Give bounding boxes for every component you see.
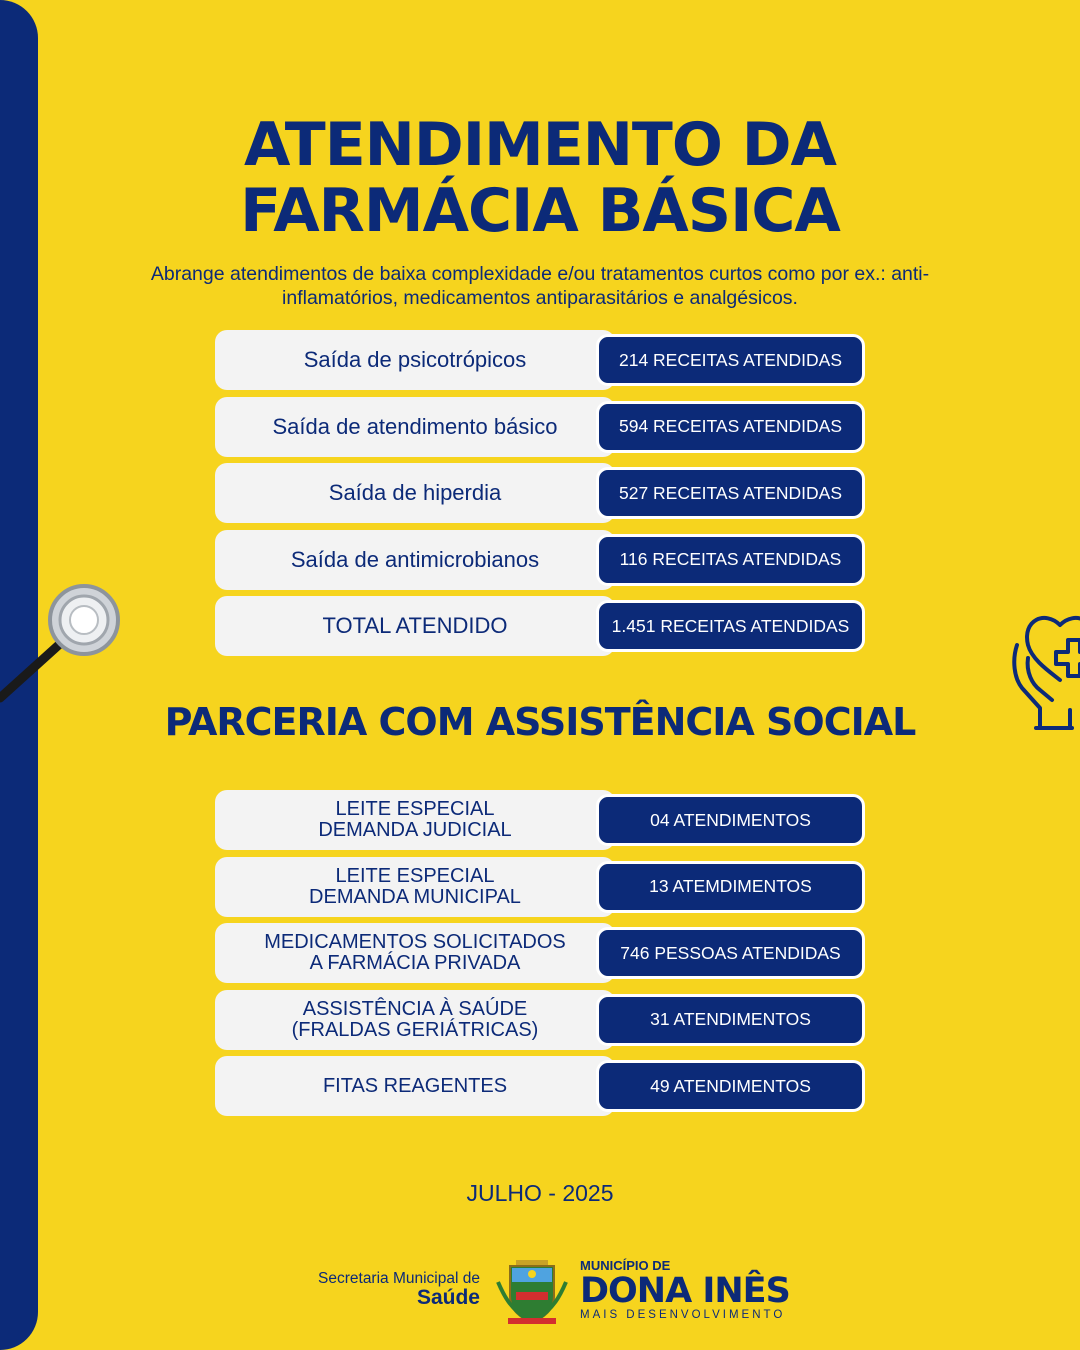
section-title: PARCERIA COM ASSISTÊNCIA SOCIAL: [164, 700, 916, 744]
row-label: [215, 990, 615, 1050]
row-label-line-1: ASSISTÊNCIA À SAÚDE: [302, 997, 528, 1020]
table-row: [215, 790, 865, 850]
row-value: 31 ATENDIMENTOS: [596, 994, 865, 1046]
table-row: [215, 1056, 865, 1116]
table-row: [215, 397, 865, 457]
row-label-line-1: FITAS REAGENTES: [322, 1074, 508, 1097]
municipio-small-label: MUNICÍPIO DE: [580, 1258, 671, 1273]
row-label-line-1: LEITE ESPECIAL: [335, 798, 495, 820]
row-value: 1.451 RECEITAS ATENDIDAS: [596, 600, 865, 652]
row-label: Saída de psicotrópicos: [215, 330, 615, 390]
table-row: [215, 330, 865, 390]
row-label-line-2: DEMANDA MUNICIPAL: [309, 885, 521, 908]
footer: [280, 1250, 820, 1330]
table-row: [215, 530, 865, 590]
row-value: 116 RECEITAS ATENDIDAS: [596, 534, 865, 586]
secretaria-logo: [280, 1270, 480, 1310]
row-label-line-1: LEITE ESPECIAL: [335, 864, 495, 887]
table-row: [215, 463, 865, 523]
row-label-line-1: MEDICAMENTOS SOLICITADOS: [264, 931, 566, 953]
table-row: [215, 857, 865, 917]
row-value: 527 RECEITAS ATENDIDAS: [596, 467, 865, 519]
municipio-logo: [580, 1258, 790, 1321]
table-row: [215, 923, 865, 983]
municipio-slogan: MAIS DESENVOLVIMENTO: [580, 1309, 786, 1321]
social-table: [215, 790, 865, 1123]
row-label: [215, 857, 615, 917]
row-label: [215, 1056, 615, 1116]
row-value: 746 PESSOAS ATENDIDAS: [596, 927, 865, 979]
table-row-total: [215, 596, 865, 656]
row-value: 04 ATENDIMENTOS: [596, 794, 865, 846]
row-label: Saída de antimicrobianos: [215, 530, 615, 590]
date-label: JULHO - 2025: [466, 1180, 614, 1206]
pharmacy-table: [215, 330, 865, 663]
row-value: 13 ATEMDIMENTOS: [596, 861, 865, 913]
row-label-line-2: A FARMÁCIA PRIVADA: [309, 952, 521, 974]
row-value: 214 RECEITAS ATENDIDAS: [596, 334, 865, 386]
row-label: Saída de atendimento básico: [215, 397, 615, 457]
crest-icon: [494, 1252, 570, 1328]
row-value: 594 RECEITAS ATENDIDAS: [596, 401, 865, 453]
row-label: TOTAL ATENDIDO: [215, 596, 615, 656]
row-label-line-2: DEMANDA JUDICIAL: [318, 819, 512, 841]
secretaria-line-1: Secretaria Municipal de: [318, 1270, 480, 1287]
stethoscope-icon: [0, 580, 130, 710]
row-label: [215, 923, 615, 983]
subtitle: Abrange atendimentos de baixa complexidade e/ou tratamentos curtos como por ex.: anti-inflamatórios, medicamentos antiparasitários e analgésicos.: [150, 263, 930, 309]
title-line-1: ATENDIMENTO DA: [243, 110, 836, 180]
title-line-2: FARMÁCIA BÁSICA: [240, 176, 840, 246]
municipio-name: DONA INÊS: [580, 1271, 790, 1311]
table-row: [215, 990, 865, 1050]
row-value: 49 ATENDIMENTOS: [596, 1060, 865, 1112]
page-title: [0, 112, 1080, 244]
secretaria-line-2: Saúde: [416, 1286, 480, 1309]
row-label-line-2: (FRALDAS GERIÁTRICAS): [291, 1018, 539, 1041]
row-label: [215, 790, 615, 850]
row-label: Saída de hiperdia: [215, 463, 615, 523]
